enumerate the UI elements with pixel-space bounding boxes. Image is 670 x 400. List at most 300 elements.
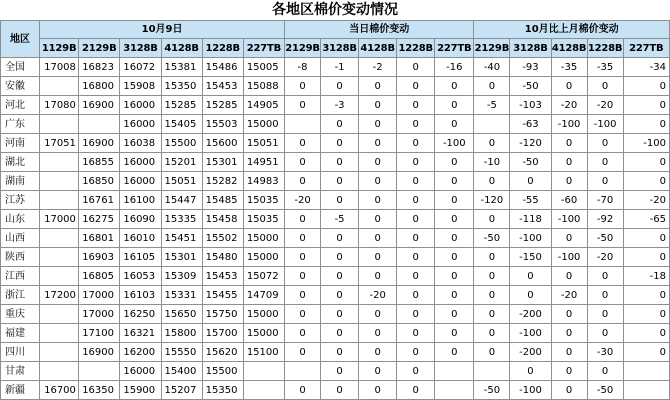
table-row xyxy=(1,210,670,229)
price-cell: 16200 xyxy=(120,343,161,362)
monthly-change-cell: 0 xyxy=(474,305,510,324)
daily-change-cell: 0 xyxy=(435,210,474,229)
table-row xyxy=(1,305,670,324)
group-header-daily: 当日棉价变动 xyxy=(285,21,474,39)
price-cell: 15051 xyxy=(243,134,284,153)
price-cell: 14905 xyxy=(243,96,284,115)
price-cell: 16805 xyxy=(79,267,120,286)
monthly-change-cell: 0 xyxy=(551,77,587,96)
daily-change-cell: 0 xyxy=(397,267,435,286)
monthly-change-cell: -100 xyxy=(551,210,587,229)
price-cell: 15000 xyxy=(243,305,284,324)
monthly-change-cell: 0 xyxy=(623,305,669,324)
monthly-change-cell: -100 xyxy=(510,324,551,343)
daily-change-cell: 0 xyxy=(359,210,397,229)
monthly-change-cell: 0 xyxy=(623,286,669,305)
daily-change-cell: 0 xyxy=(285,77,321,96)
region-cell: 湖北 xyxy=(1,153,40,172)
monthly-change-cell: 0 xyxy=(474,172,510,191)
monthly-change-cell: 0 xyxy=(623,96,669,115)
monthly-change-cell: 0 xyxy=(551,381,587,400)
region-cell: 广东 xyxy=(1,115,40,134)
price-cell xyxy=(40,191,79,210)
daily-change-cell: 0 xyxy=(359,77,397,96)
daily-change-cell: 0 xyxy=(397,191,435,210)
daily-change-cell: 0 xyxy=(397,58,435,77)
monthly-change-cell: -103 xyxy=(510,96,551,115)
price-cell: 16000 xyxy=(120,153,161,172)
price-cell xyxy=(40,229,79,248)
price-cell: 15331 xyxy=(161,286,202,305)
region-header: 地区 xyxy=(1,21,40,58)
region-cell: 重庆 xyxy=(1,305,40,324)
table-row xyxy=(1,248,670,267)
monthly-change-cell: -50 xyxy=(474,229,510,248)
daily-change-cell: 0 xyxy=(285,343,321,362)
price-cell: 16275 xyxy=(79,210,120,229)
price-cell: 16800 xyxy=(79,77,120,96)
daily-change-cell: 0 xyxy=(285,96,321,115)
daily-change-cell: 0 xyxy=(359,191,397,210)
monthly-change-cell xyxy=(474,362,510,381)
monthly-change-cell: -118 xyxy=(510,210,551,229)
daily-change-cell: 0 xyxy=(359,343,397,362)
monthly-change-cell: -65 xyxy=(623,210,669,229)
monthly-change-cell: 0 xyxy=(474,210,510,229)
daily-change-cell: -20 xyxy=(285,191,321,210)
monthly-change-cell: 0 xyxy=(587,286,623,305)
daily-change-cell: 0 xyxy=(321,362,359,381)
price-cell xyxy=(79,362,120,381)
price-cell: 15486 xyxy=(202,58,243,77)
price-cell: 16761 xyxy=(79,191,120,210)
price-cell: 17200 xyxy=(40,286,79,305)
daily-change-cell: 0 xyxy=(435,305,474,324)
column-header-daily: 227TB xyxy=(435,39,474,58)
monthly-change-cell: -20 xyxy=(623,191,669,210)
daily-change-cell xyxy=(435,381,474,400)
monthly-change-cell: -50 xyxy=(587,381,623,400)
price-cell: 16038 xyxy=(120,134,161,153)
daily-change-cell: 0 xyxy=(359,267,397,286)
monthly-change-cell: 0 xyxy=(551,305,587,324)
monthly-change-cell: 0 xyxy=(623,172,669,191)
price-cell: 15000 xyxy=(243,248,284,267)
column-header-price: 3128B xyxy=(120,39,161,58)
daily-change-cell: 0 xyxy=(285,267,321,286)
price-cell: 14983 xyxy=(243,172,284,191)
price-cell: 16103 xyxy=(120,286,161,305)
price-cell: 15485 xyxy=(202,191,243,210)
price-cell: 15072 xyxy=(243,267,284,286)
daily-change-cell: 0 xyxy=(359,248,397,267)
daily-change-cell: 0 xyxy=(285,286,321,305)
daily-change-cell: -16 xyxy=(435,58,474,77)
daily-change-cell: 0 xyxy=(359,115,397,134)
column-header-price: 1228B xyxy=(202,39,243,58)
price-cell: 15405 xyxy=(161,115,202,134)
monthly-change-cell: 0 xyxy=(474,77,510,96)
monthly-change-cell: 0 xyxy=(623,229,669,248)
column-header-monthly: 2129B xyxy=(474,39,510,58)
table-row xyxy=(1,191,670,210)
price-cell: 15035 xyxy=(243,210,284,229)
monthly-change-cell: -92 xyxy=(587,210,623,229)
monthly-change-cell: -120 xyxy=(474,191,510,210)
daily-change-cell: 0 xyxy=(435,267,474,286)
column-header-price: 2129B xyxy=(79,39,120,58)
monthly-change-cell: 0 xyxy=(587,172,623,191)
daily-change-cell: -8 xyxy=(285,58,321,77)
price-cell xyxy=(40,343,79,362)
price-cell: 16823 xyxy=(79,58,120,77)
price-cell: 16105 xyxy=(120,248,161,267)
daily-change-cell: 0 xyxy=(321,305,359,324)
price-cell xyxy=(40,324,79,343)
daily-change-cell: 0 xyxy=(321,172,359,191)
daily-change-cell: 0 xyxy=(285,153,321,172)
price-cell xyxy=(40,305,79,324)
price-cell: 15503 xyxy=(202,115,243,134)
price-cell: 16900 xyxy=(79,134,120,153)
region-cell: 新疆 xyxy=(1,381,40,400)
table-row xyxy=(1,134,670,153)
table-row xyxy=(1,286,670,305)
price-cell: 15900 xyxy=(120,381,161,400)
price-cell: 15447 xyxy=(161,191,202,210)
daily-change-cell xyxy=(285,362,321,381)
column-header-daily: 3128B xyxy=(321,39,359,58)
price-cell: 16900 xyxy=(79,96,120,115)
price-cell: 17080 xyxy=(40,96,79,115)
price-cell: 15455 xyxy=(202,286,243,305)
price-cell: 15000 xyxy=(243,324,284,343)
monthly-change-cell: -20 xyxy=(587,248,623,267)
price-cell: 14951 xyxy=(243,153,284,172)
region-cell: 四川 xyxy=(1,343,40,362)
daily-change-cell: 0 xyxy=(321,324,359,343)
monthly-change-cell: 0 xyxy=(587,153,623,172)
price-cell xyxy=(40,77,79,96)
region-cell: 浙江 xyxy=(1,286,40,305)
price-cell xyxy=(243,362,284,381)
monthly-change-cell: 0 xyxy=(474,134,510,153)
monthly-change-cell: -50 xyxy=(510,77,551,96)
monthly-change-cell: 0 xyxy=(551,324,587,343)
monthly-change-cell: -100 xyxy=(510,229,551,248)
header-row-columns xyxy=(1,39,670,58)
price-cell: 15451 xyxy=(161,229,202,248)
daily-change-cell: 0 xyxy=(435,343,474,362)
region-cell: 江西 xyxy=(1,267,40,286)
price-cell: 16010 xyxy=(120,229,161,248)
price-cell: 16000 xyxy=(120,115,161,134)
daily-change-cell: 0 xyxy=(397,343,435,362)
daily-change-cell: 0 xyxy=(435,286,474,305)
price-cell: 15453 xyxy=(202,267,243,286)
column-header-monthly: 3128B xyxy=(510,39,551,58)
header-row-groups xyxy=(1,21,670,39)
monthly-change-cell: -20 xyxy=(551,286,587,305)
daily-change-cell: 0 xyxy=(397,362,435,381)
daily-change-cell: 0 xyxy=(359,381,397,400)
price-cell: 17000 xyxy=(79,286,120,305)
price-cell: 15458 xyxy=(202,210,243,229)
monthly-change-cell: 0 xyxy=(623,77,669,96)
region-cell: 甘肃 xyxy=(1,362,40,381)
monthly-change-cell xyxy=(474,115,510,134)
daily-change-cell: -3 xyxy=(321,96,359,115)
monthly-change-cell: -5 xyxy=(474,96,510,115)
price-cell: 15282 xyxy=(202,172,243,191)
price-cell: 15285 xyxy=(202,96,243,115)
price-cell: 15350 xyxy=(202,381,243,400)
table-row xyxy=(1,153,670,172)
price-cell: 16321 xyxy=(120,324,161,343)
price-cell: 17100 xyxy=(79,324,120,343)
monthly-change-cell xyxy=(623,362,669,381)
table-row xyxy=(1,172,670,191)
monthly-change-cell: -200 xyxy=(510,305,551,324)
price-cell: 16900 xyxy=(79,343,120,362)
monthly-change-cell: -34 xyxy=(623,58,669,77)
daily-change-cell: -5 xyxy=(321,210,359,229)
monthly-change-cell: -93 xyxy=(510,58,551,77)
column-header-monthly: 1228B xyxy=(587,39,623,58)
price-cell: 16350 xyxy=(79,381,120,400)
price-cell: 15750 xyxy=(202,305,243,324)
monthly-change-cell: 0 xyxy=(474,343,510,362)
monthly-change-cell: -200 xyxy=(510,343,551,362)
daily-change-cell: 0 xyxy=(321,248,359,267)
daily-change-cell: 0 xyxy=(435,77,474,96)
price-cell: 15650 xyxy=(161,305,202,324)
daily-change-cell: 0 xyxy=(397,77,435,96)
monthly-change-cell: -70 xyxy=(587,191,623,210)
price-cell: 17000 xyxy=(79,305,120,324)
column-header-daily: 2129B xyxy=(285,39,321,58)
table-row xyxy=(1,77,670,96)
monthly-change-cell: -35 xyxy=(551,58,587,77)
monthly-change-cell: 0 xyxy=(587,134,623,153)
monthly-change-cell: 0 xyxy=(623,115,669,134)
daily-change-cell xyxy=(285,115,321,134)
price-cell: 17051 xyxy=(40,134,79,153)
daily-change-cell: 0 xyxy=(435,172,474,191)
monthly-change-cell: 0 xyxy=(510,172,551,191)
price-cell: 16072 xyxy=(120,58,161,77)
daily-change-cell: 0 xyxy=(397,305,435,324)
monthly-change-cell: -63 xyxy=(510,115,551,134)
price-cell: 15908 xyxy=(120,77,161,96)
table-row xyxy=(1,324,670,343)
daily-change-cell: 0 xyxy=(359,324,397,343)
price-cell: 16903 xyxy=(79,248,120,267)
price-cell: 15350 xyxy=(161,77,202,96)
region-cell: 陕西 xyxy=(1,248,40,267)
price-cell xyxy=(243,381,284,400)
column-header-daily: 4128B xyxy=(359,39,397,58)
price-cell: 15400 xyxy=(161,362,202,381)
daily-change-cell: 0 xyxy=(359,362,397,381)
price-cell: 15201 xyxy=(161,153,202,172)
monthly-change-cell: 0 xyxy=(551,362,587,381)
daily-change-cell: 0 xyxy=(359,96,397,115)
table-body xyxy=(1,58,670,400)
price-cell: 15500 xyxy=(161,134,202,153)
price-cell xyxy=(40,172,79,191)
price-cell: 15500 xyxy=(202,362,243,381)
monthly-change-cell: -40 xyxy=(474,58,510,77)
group-header-date: 10月9日 xyxy=(40,21,285,39)
monthly-change-cell: -50 xyxy=(587,229,623,248)
price-cell: 15700 xyxy=(202,324,243,343)
table-row xyxy=(1,96,670,115)
monthly-change-cell: 0 xyxy=(623,153,669,172)
monthly-change-cell: 0 xyxy=(623,343,669,362)
price-cell: 15088 xyxy=(243,77,284,96)
monthly-change-cell: -30 xyxy=(587,343,623,362)
daily-change-cell: 0 xyxy=(397,324,435,343)
daily-change-cell: 0 xyxy=(359,229,397,248)
daily-change-cell: 0 xyxy=(435,229,474,248)
price-cell: 16053 xyxy=(120,267,161,286)
monthly-change-cell: 0 xyxy=(474,248,510,267)
monthly-change-cell: 0 xyxy=(623,248,669,267)
price-cell: 15207 xyxy=(161,381,202,400)
daily-change-cell: -100 xyxy=(435,134,474,153)
monthly-change-cell: -18 xyxy=(623,267,669,286)
daily-change-cell: 0 xyxy=(397,115,435,134)
monthly-change-cell: -35 xyxy=(587,58,623,77)
monthly-change-cell: -20 xyxy=(587,96,623,115)
daily-change-cell: 0 xyxy=(397,172,435,191)
daily-change-cell: 0 xyxy=(285,210,321,229)
daily-change-cell: 0 xyxy=(397,134,435,153)
price-cell: 17008 xyxy=(40,58,79,77)
monthly-change-cell: 0 xyxy=(587,324,623,343)
column-header-monthly: 4128B xyxy=(551,39,587,58)
table-row xyxy=(1,229,670,248)
monthly-change-cell: 0 xyxy=(551,134,587,153)
daily-change-cell: 0 xyxy=(285,172,321,191)
daily-change-cell: 0 xyxy=(321,115,359,134)
price-cell: 15100 xyxy=(243,343,284,362)
cotton-price-table xyxy=(0,20,670,400)
monthly-change-cell: -60 xyxy=(551,191,587,210)
column-header-price: 4128B xyxy=(161,39,202,58)
price-cell: 17000 xyxy=(40,210,79,229)
price-cell: 15335 xyxy=(161,210,202,229)
monthly-change-cell: 0 xyxy=(510,286,551,305)
price-cell: 16801 xyxy=(79,229,120,248)
price-cell: 15480 xyxy=(202,248,243,267)
price-cell: 15285 xyxy=(161,96,202,115)
column-header-daily: 1228B xyxy=(397,39,435,58)
price-cell: 15005 xyxy=(243,58,284,77)
daily-change-cell: 0 xyxy=(321,134,359,153)
column-header-price: 227TB xyxy=(243,39,284,58)
table-row xyxy=(1,343,670,362)
daily-change-cell: 0 xyxy=(285,248,321,267)
daily-change-cell: 0 xyxy=(435,191,474,210)
daily-change-cell: 0 xyxy=(321,153,359,172)
monthly-change-cell: -100 xyxy=(551,115,587,134)
daily-change-cell: 0 xyxy=(359,172,397,191)
group-header-monthly: 10月比上月棉价变动 xyxy=(474,21,670,39)
daily-change-cell: 0 xyxy=(285,229,321,248)
monthly-change-cell: -50 xyxy=(474,381,510,400)
monthly-change-cell: -100 xyxy=(623,134,669,153)
monthly-change-cell: -100 xyxy=(510,381,551,400)
price-cell xyxy=(79,115,120,134)
daily-change-cell: 0 xyxy=(435,96,474,115)
daily-change-cell: 0 xyxy=(435,324,474,343)
monthly-change-cell: -100 xyxy=(551,248,587,267)
monthly-change-cell: 0 xyxy=(474,324,510,343)
daily-change-cell: 0 xyxy=(435,115,474,134)
price-cell: 16250 xyxy=(120,305,161,324)
region-cell: 全国 xyxy=(1,58,40,77)
price-cell: 16700 xyxy=(40,381,79,400)
column-header-price: 1129B xyxy=(40,39,79,58)
daily-change-cell: 0 xyxy=(285,305,321,324)
price-cell: 16090 xyxy=(120,210,161,229)
price-cell: 16000 xyxy=(120,96,161,115)
daily-change-cell: 0 xyxy=(397,96,435,115)
monthly-change-cell: 0 xyxy=(474,267,510,286)
daily-change-cell: 0 xyxy=(397,286,435,305)
daily-change-cell: 0 xyxy=(321,191,359,210)
daily-change-cell: 0 xyxy=(285,381,321,400)
monthly-change-cell: 0 xyxy=(587,362,623,381)
price-cell: 15502 xyxy=(202,229,243,248)
region-cell: 湖南 xyxy=(1,172,40,191)
region-cell: 河南 xyxy=(1,134,40,153)
daily-change-cell: 0 xyxy=(359,134,397,153)
daily-change-cell: 0 xyxy=(321,381,359,400)
daily-change-cell: 0 xyxy=(285,324,321,343)
monthly-change-cell: 0 xyxy=(510,267,551,286)
region-cell: 江苏 xyxy=(1,191,40,210)
monthly-change-cell: -100 xyxy=(587,115,623,134)
daily-change-cell: 0 xyxy=(397,153,435,172)
monthly-change-cell: 0 xyxy=(551,343,587,362)
daily-change-cell: 0 xyxy=(321,286,359,305)
price-cell: 14709 xyxy=(243,286,284,305)
price-cell: 16855 xyxy=(79,153,120,172)
region-cell: 安徽 xyxy=(1,77,40,96)
daily-change-cell: 0 xyxy=(321,343,359,362)
table-row xyxy=(1,381,670,400)
price-cell: 16850 xyxy=(79,172,120,191)
price-cell: 15453 xyxy=(202,77,243,96)
table-row xyxy=(1,267,670,286)
price-cell: 15309 xyxy=(161,267,202,286)
table-row xyxy=(1,58,670,77)
price-cell: 15381 xyxy=(161,58,202,77)
daily-change-cell: 0 xyxy=(397,210,435,229)
price-cell: 15035 xyxy=(243,191,284,210)
monthly-change-cell: -150 xyxy=(510,248,551,267)
monthly-change-cell xyxy=(623,381,669,400)
monthly-change-cell: -55 xyxy=(510,191,551,210)
price-cell xyxy=(40,115,79,134)
price-cell xyxy=(40,153,79,172)
daily-change-cell: -1 xyxy=(321,58,359,77)
daily-change-cell: 0 xyxy=(435,248,474,267)
daily-change-cell xyxy=(435,362,474,381)
